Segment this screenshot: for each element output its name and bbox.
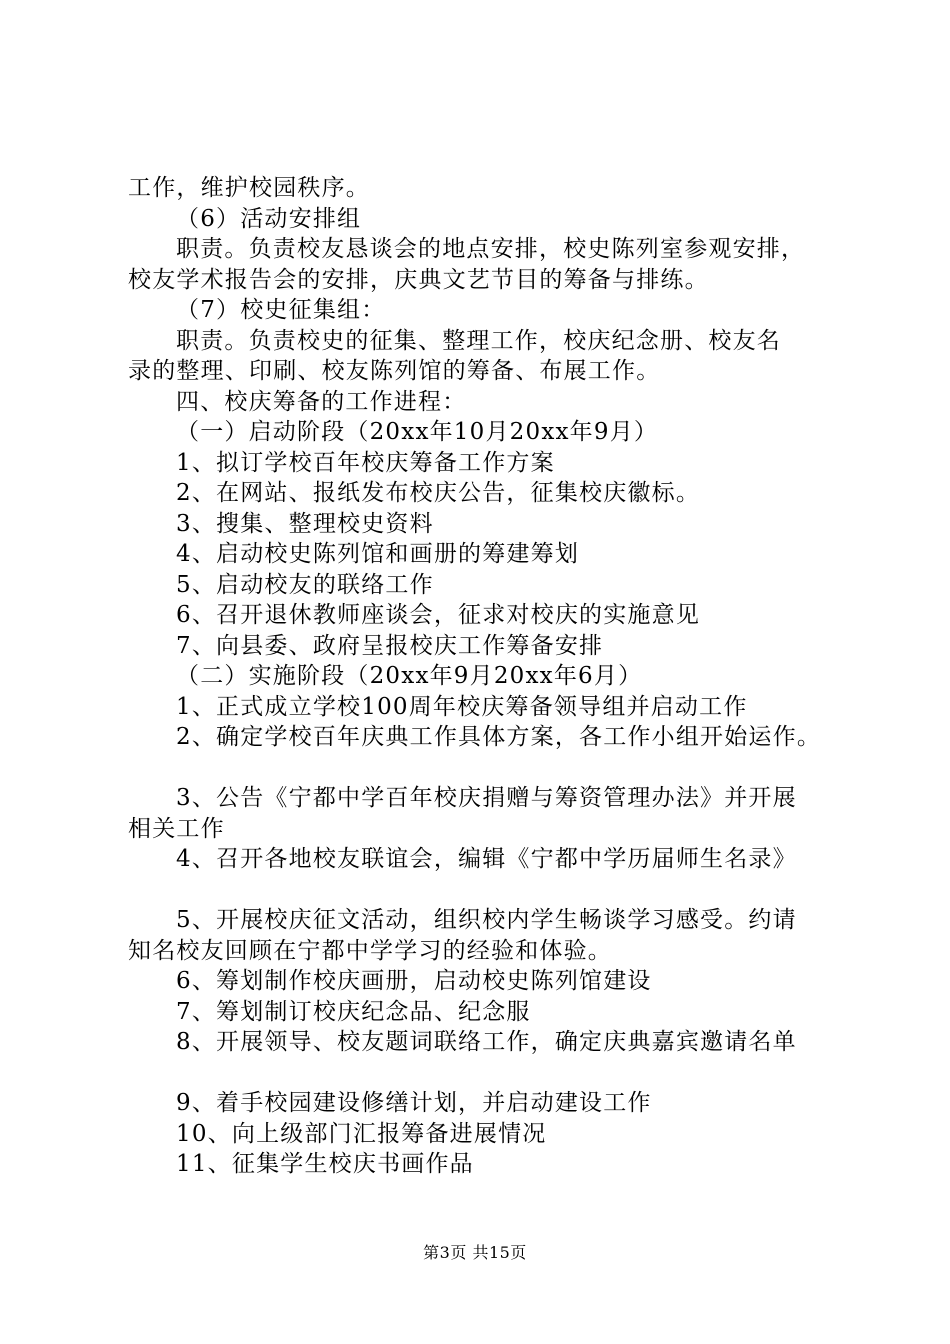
list-item: 6、召开退休教师座谈会，征求对校庆的实施意见 xyxy=(176,602,701,628)
list-item: 3、搜集、整理校史资料 xyxy=(176,510,434,537)
document-body xyxy=(128,173,840,1180)
text-line: （7）校史征集组： xyxy=(176,297,386,323)
text-line: 工作，维护校园秩序。 xyxy=(128,175,370,201)
list-item: 10、向上级部门汇报筹备进展情况 xyxy=(176,1120,547,1147)
list-item: 2、确定学校百年庆典工作具体方案，各工作小组开始运作。 xyxy=(176,724,822,750)
text-line: 相关工作 xyxy=(128,815,225,842)
text-line: 知名校友回顾在宁都中学学习的经验和体验。 xyxy=(128,937,612,964)
list-item: 9、着手校园建设修缮计划，并启动建设工作 xyxy=(176,1090,652,1116)
list-item: 6、筹划制作校庆画册，启动校史陈列馆建设 xyxy=(176,968,652,994)
list-item: 5、开展校庆征文活动，组织校内学生畅谈学习感受。约请 xyxy=(176,907,797,933)
list-item: 8、开展领导、校友题词联络工作，确定庆典嘉宾邀请名单 xyxy=(176,1029,797,1055)
section-heading: 四、校庆筹备的工作进程： xyxy=(176,388,467,415)
subsection-heading: （一）启动阶段（20xx年10月20xx年9月） xyxy=(176,419,659,445)
list-item: 7、筹划制订校庆纪念品、纪念服 xyxy=(176,998,531,1025)
list-item: 1、正式成立学校100周年校庆筹备领导组并启动工作 xyxy=(176,693,748,720)
list-item: 4、召开各地校友联谊会，编辑《宁都中学历届师生名录》 xyxy=(176,846,797,872)
list-item: 5、启动校友的联络工作 xyxy=(176,571,434,598)
list-item: 7、向县委、政府呈报校庆工作筹备安排 xyxy=(176,632,604,659)
text-line: 职责。负责校友恳谈会的地点安排，校史陈列室参观安排， xyxy=(176,236,806,262)
blank-line xyxy=(128,875,840,906)
text-line: 录的整理、印刷、校友陈列馆的筹备、布展工作。 xyxy=(128,358,661,384)
text-line: 校友学术报告会的安排，庆典文艺节目的筹备与排练。 xyxy=(128,266,709,293)
blank-line xyxy=(128,753,840,784)
blank-line xyxy=(128,1058,840,1089)
text-line: （6）活动安排组 xyxy=(176,205,362,232)
list-item: 1、拟订学校百年校庆筹备工作方案 xyxy=(176,449,555,476)
list-item: 4、启动校史陈列馆和画册的筹建筹划 xyxy=(176,541,580,567)
subsection-heading: （二）实施阶段（20xx年9月20xx年6月） xyxy=(176,663,643,689)
page-number-footer: 第3页 共15页 xyxy=(423,1243,527,1262)
list-item: 3、公告《宁都中学百年校庆捐赠与筹资管理办法》并开展 xyxy=(176,785,797,811)
list-item: 2、在网站、报纸发布校庆公告，征集校庆徽标。 xyxy=(176,480,701,506)
list-item: 11、征集学生校庆书画作品 xyxy=(176,1151,474,1177)
text-line: 职责。负责校史的征集、整理工作，校庆纪念册、校友名 xyxy=(176,327,781,354)
